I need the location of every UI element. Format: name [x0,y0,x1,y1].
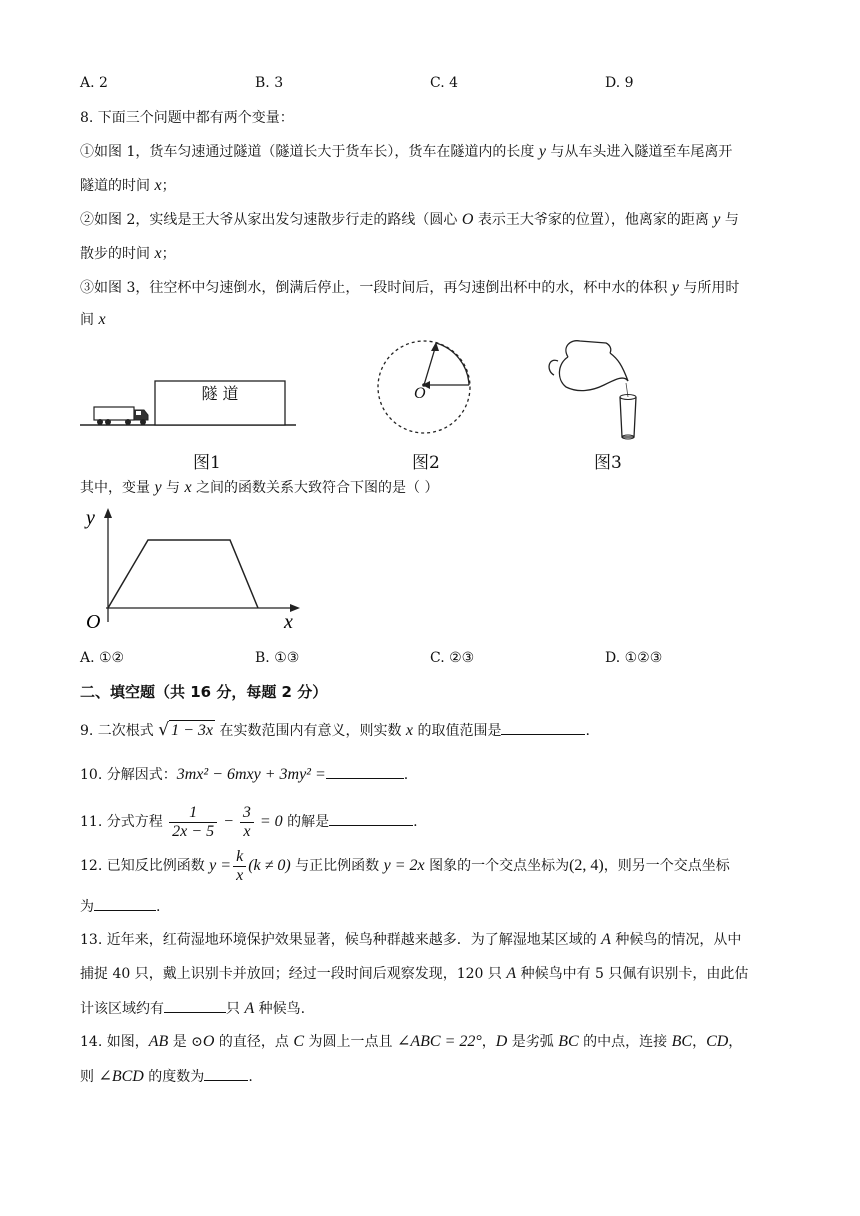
q8-item2-line2: 散步的时间 x； [80,245,176,262]
q7-option-d[interactable]: D. 9 [605,75,634,91]
pitcher-icon [549,341,628,391]
q8-item3-line1: ③如图 3，往空杯中匀速倒水，倒满后停止，一段时间后，再匀速倒出杯中的水，杯中水的体积 y 与所用时 [80,279,740,296]
glass-icon [620,395,636,440]
q8-item3-line2: 间 x [80,311,106,328]
q8-item1-line2: 隧道的时间 x； [80,177,176,194]
q7-option-c[interactable]: C. 4 [430,75,459,91]
figure3-pitcher-diagram [548,335,648,443]
q11-line: 11. 分式方程 $\frac{1}{2x - 5}$ − $\frac{3}{x}$ = 0 的解是 . [80,803,418,840]
q11-fraction-2: $\frac{3}{x}$ [240,804,254,841]
q14-line1: 14. 如图，AB 是 ⊙O 的直径，点 C 为圆上一点且 ∠ABC = 22°，D 是劣弧 BC 的中点，连接 BC，CD， [80,1033,743,1050]
q14-line2: 则 ∠BCD 的度数为 . [80,1068,253,1085]
q8-item2-line1: ②如图 2，实线是王大爷从家出发匀速散步行走的路线（圆心 O 表示王大爷家的位置），他离家的距离 y 与 [80,211,739,228]
q8-option-a[interactable]: A. ①② [80,650,125,666]
q8-question: 其中，变量 y 与 x 之间的函数关系大致符合下图的是（ ） [80,479,439,496]
q10-answer-blank[interactable] [326,764,404,779]
q11-fraction-1: $\frac{1}{2x - 5}$ [169,804,217,841]
q13-line2: 捕捉 40 只，戴上识别卡并放回；经过一段时间后观察发现，120 只 A 种候鸟中有 5 只佩有识别卡，由此估 [80,965,749,982]
q12-line2: 为 . [80,896,160,917]
function-graph [78,500,308,632]
section2-title: 二、填空题（共 16 分，每题 2 分） [80,683,328,701]
q8-stem: 8. 下面三个问题中都有两个变量： [80,110,294,126]
graph-x-label: x [284,611,293,632]
figure2-center-label: O [414,385,426,402]
q14-answer-blank[interactable] [204,1066,248,1081]
figure3-caption: 图3 [594,453,622,473]
q12-line1: 12. 已知反比例函数 y = $\frac{k}{x}$ (k ≠ 0) 与正比例函数 y = 2x 图象的一个交点坐标为(2, 4)，则另一个交点坐标 [80,847,730,884]
trapezoid-curve [108,540,258,608]
graph-origin-label: O [86,611,101,632]
q10-line: 10. 分解因式：3mx² − 6mxy + 3my² = . [80,766,409,783]
q12-fraction: $\frac{k}{x}$ [233,848,246,885]
q8-item1-line1: ①如图 1，货车匀速通过隧道（隧道长大于货车长），货车在隧道内的长度 y 与从车头进入隧道至车尾离开 [80,143,733,160]
tunnel-label: 隧 道 [201,384,239,403]
q8-option-d[interactable]: D. ①②③ [605,650,663,666]
q13-line1: 13. 近年来，红荷湿地环境保护效果显著，候鸟种群越来越多．为了解湿地某区域的 A 种候鸟的情况，从中 [80,931,742,948]
truck-icon [94,407,148,425]
q7-option-a[interactable]: A. 2 [80,75,108,91]
q13-answer-blank[interactable] [164,998,226,1013]
figure1-caption: 图1 [193,453,221,473]
q12-answer-blank[interactable] [94,896,156,911]
q9-answer-blank[interactable] [501,720,585,735]
sqrt-icon: √ [158,720,170,740]
q8-option-c[interactable]: C. ②③ [430,650,475,666]
q11-answer-blank[interactable] [329,811,413,826]
figure2-caption: 图2 [412,453,440,473]
y-axis-arrow-icon [104,508,112,518]
q9-line: 9. 二次根式 √ 1 − 3x 在实数范围内有意义，则实数 x 的取值范围是 . [80,720,590,740]
q7-option-b[interactable]: B. 3 [255,75,284,91]
q8-option-b[interactable]: B. ①③ [255,650,300,666]
q13-line3: 计该区域约有 只 A 种候鸟. [80,1000,306,1017]
graph-y-label: y [86,507,95,529]
